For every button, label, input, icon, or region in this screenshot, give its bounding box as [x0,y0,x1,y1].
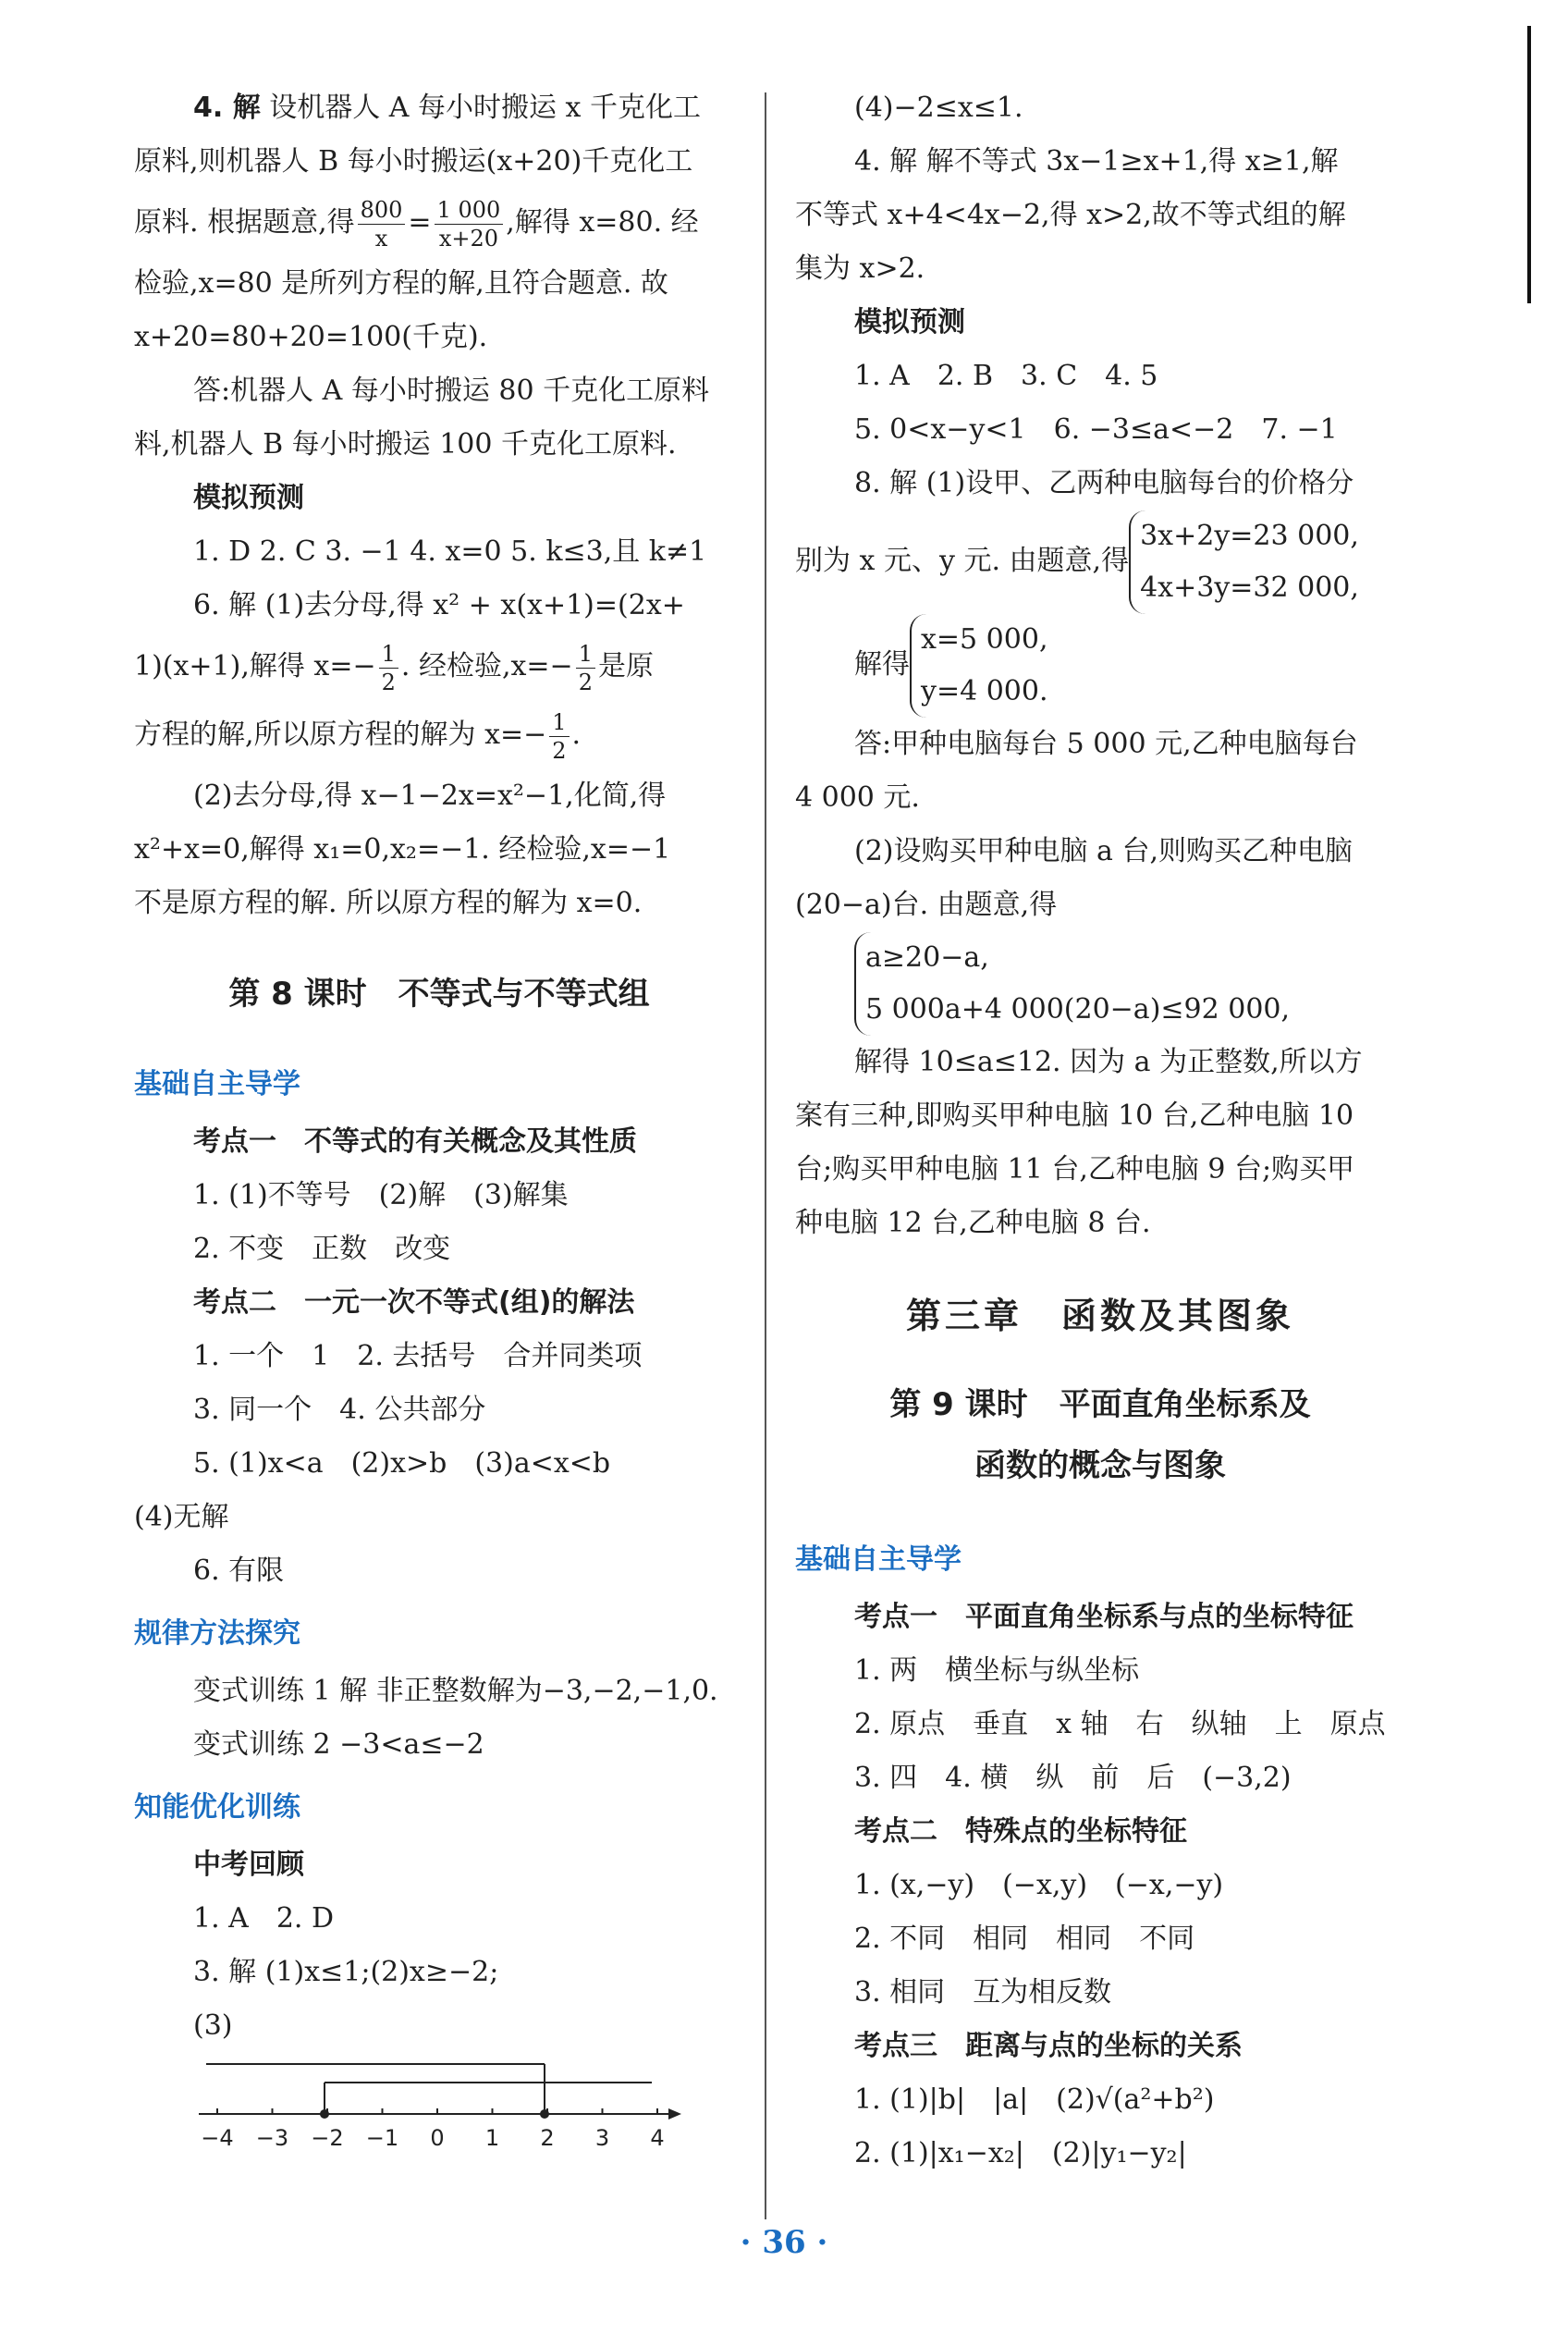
sim-line: 1. A 2. B 3. C 4. 5 [854,360,1158,392]
method-item: 变式训练 2 −3<a≤−2 [193,1728,484,1761]
review-item: 1. A 2. D [193,1902,335,1935]
section-train: 知能优化训练 [134,1791,300,1824]
kp1-title: 考点一 平面直角坐标系与点的坐标特征 [854,1601,1354,1633]
q4-line: 检验,x=80 是所列方程的解,且符合题意. 故 [134,267,668,300]
tick-label: −4 [201,2125,234,2151]
q4-line: x+20=80+20=100(千克). [134,321,488,353]
fraction: $\frac{1}{2}$ [549,708,569,765]
tick-label: 1 [484,2125,500,2151]
method-item: 变式训练 1 解 非正整数解为−3,−2,−1,0. [193,1675,718,1707]
number-line-figure [190,2053,744,2155]
kp3-item: 1. (1)|b| |a| (2)√(a²+b²) [854,2083,1215,2116]
q6-line: 方程的解,所以原方程的解为 x=− $\frac{1}{2}$ . [134,708,582,764]
sim-title: 模拟预测 [854,306,965,338]
kp1-item: 2. 不变 正数 改变 [193,1233,451,1265]
q4-line: 原料,则机器人 B 每小时搬运(x+20)千克化工 [134,145,693,178]
tick-label: 3 [594,2125,610,2151]
q6-line: 1)(x+1),解得 x=− $\frac{1}{2}$ . 经检验,x=− $\frac{1}{2}$ 是原 [134,640,654,695]
q6-line: 6. 解 (1)去分母,得 x² + x(x+1)=(2x+ [193,589,685,621]
kp3-title: 考点三 距离与点的坐标的关系 [854,2030,1243,2062]
kp2-title: 考点二 一元一次不等式(组)的解法 [193,1286,635,1319]
section-method: 规律方法探究 [134,1617,300,1650]
q8-line: 8. 解 (1)设甲、乙两种电脑每台的价格分 [854,467,1354,499]
kp3-item: 2. (1)|x₁−x₂| (2)|y₁−y₂| [854,2137,1187,2169]
kp2-item: 1. (x,−y) (−x,y) (−x,−y) [854,1869,1224,1901]
kp2-item: 6. 有限 [193,1554,285,1587]
q4-equation: 原料. 根据题意,得 $\frac{800}{x}$ = $\frac{1 000}{x+20}$ ,解得 x=80. 经 [134,196,699,252]
q8-part2: (20−a)台. 由题意,得 [795,889,1058,921]
kp2-item: 1. 一个 1 2. 去括号 合并同类项 [193,1340,643,1372]
q6-part2: (2)去分母,得 x−1−2x=x²−1,化简,得 [193,780,667,812]
fraction: $\frac{1}{2}$ [576,640,595,696]
lesson8-title: 第 8 课时 不等式与不等式组 [228,976,650,1013]
fraction: $\frac{1 000}{x+20}$ [435,196,504,252]
kp2-item: 2. 不同 相同 相同 不同 [854,1923,1195,1955]
kp2-item: 3. 相同 互为相反数 [854,1976,1112,2009]
q8-inequality-system [795,932,1405,1036]
review-item: (3) [193,2009,233,2042]
q4-line: 不等式 x+4<4x−2,得 x>2,故不等式组的解 [795,199,1346,231]
fraction: $\frac{1}{2}$ [379,640,398,696]
fraction: $\frac{800}{x}$ [358,196,406,252]
q6-part2: x²+x=0,解得 x₁=0,x₂=−1. 经检验,x=−1 [134,833,671,866]
q6-part2: 不是原方程的解. 所以原方程的解为 x=0. [134,887,643,919]
kp2-title: 考点二 特殊点的坐标特征 [854,1815,1187,1848]
edge-mark [1527,26,1531,303]
tick-label: 0 [430,2125,445,2151]
tick-label: 4 [650,2125,665,2151]
section-basic: 基础自主导学 [795,1543,962,1576]
q8-part2: (2)设购买甲种电脑 a 台,则购买乙种电脑 [854,835,1353,867]
page-number: · 36 · [740,2224,828,2261]
review-item: 3. 解 (1)x≤1;(2)x≥−2; [193,1956,499,1988]
section-basic: 基础自主导学 [134,1068,300,1100]
kp2-item: 3. 同一个 4. 公共部分 [193,1394,486,1426]
kp1-item: 2. 原点 垂直 x 轴 右 纵轴 上 原点 [854,1708,1386,1740]
kp2-item: 5. (1)x<a (2)x>b (3)a<x<b [193,1447,611,1480]
kp1-item: 1. (1)不等号 (2)解 (3)解集 [193,1179,569,1211]
q8-solution: 解得 x=5 000, y=4 000. [795,614,1405,718]
lesson9-title: 第 9 课时 平面直角坐标系及 函数的概念与图象 [889,1386,1311,1484]
chapter-title: 第三章 函数及其图象 [905,1296,1294,1336]
tick-label: −2 [311,2125,344,2151]
q4-line: 4. 解 解不等式 3x−1≥x+1,得 x≥1,解 [854,145,1339,178]
tick-label: −3 [255,2125,289,2151]
top-line: (4)−2≤x≤1. [854,92,1023,124]
tick-label: 2 [540,2125,555,2151]
answer-line: 料,机器人 B 每小时搬运 100 千克化工原料. [134,428,677,461]
column-divider [765,92,766,2219]
sim-title: 模拟预测 [193,482,304,514]
q8-answer: 4 000 元. [795,781,920,814]
answer-line: 答:机器人 A 每小时搬运 80 千克化工原料 [193,375,710,407]
left-column [134,81,744,2155]
equation-system: 3x+2y=23 000, 4x+3y=32 000, [1129,510,1359,614]
q8-conclusion: 台;购买甲种电脑 11 台,乙种电脑 9 台;购买甲 [795,1153,1355,1186]
kp2-item: (4)无解 [134,1501,229,1533]
kp1-title: 考点一 不等式的有关概念及其性质 [193,1125,637,1158]
axis-arrow [668,2108,681,2120]
review-title: 中考回顾 [193,1849,304,1881]
q8-conclusion: 解得 10≤a≤12. 因为 a 为正整数,所以方 [854,1046,1363,1078]
sim-line: 5. 0<x−y<1 6. −3≤a<−2 7. −1 [854,413,1338,446]
q4-line: 4. 解 设机器人 A 每小时搬运 x 千克化工 [193,92,701,124]
q8-answer: 答:甲种电脑每台 5 000 元,乙种电脑每台 [854,728,1358,760]
sim-answers: 1. D 2. C 3. −1 4. x=0 5. k≤3,且 k≠1 [193,535,707,568]
q4-line: 集为 x>2. [795,252,925,285]
solution-system: x=5 000, y=4 000. [910,614,1048,718]
q8-conclusion: 案有三种,即购买甲种电脑 10 台,乙种电脑 10 [795,1100,1354,1132]
q8-system-line: 别为 x 元、y 元. 由题意,得 3x+2y=23 000, 4x+3y=32 000, [795,510,1405,614]
tick-label: −1 [365,2125,399,2151]
kp1-item: 1. 两 横坐标与纵坐标 [854,1654,1140,1687]
kp1-item: 3. 四 4. 横 纵 前 后 (−3,2) [854,1762,1292,1794]
inequality-system: a≥20−a, 5 000a+4 000(20−a)≤92 000, [854,932,1290,1036]
right-column [795,81,1405,2181]
q8-conclusion: 种电脑 12 台,乙种电脑 8 台. [795,1207,1151,1239]
